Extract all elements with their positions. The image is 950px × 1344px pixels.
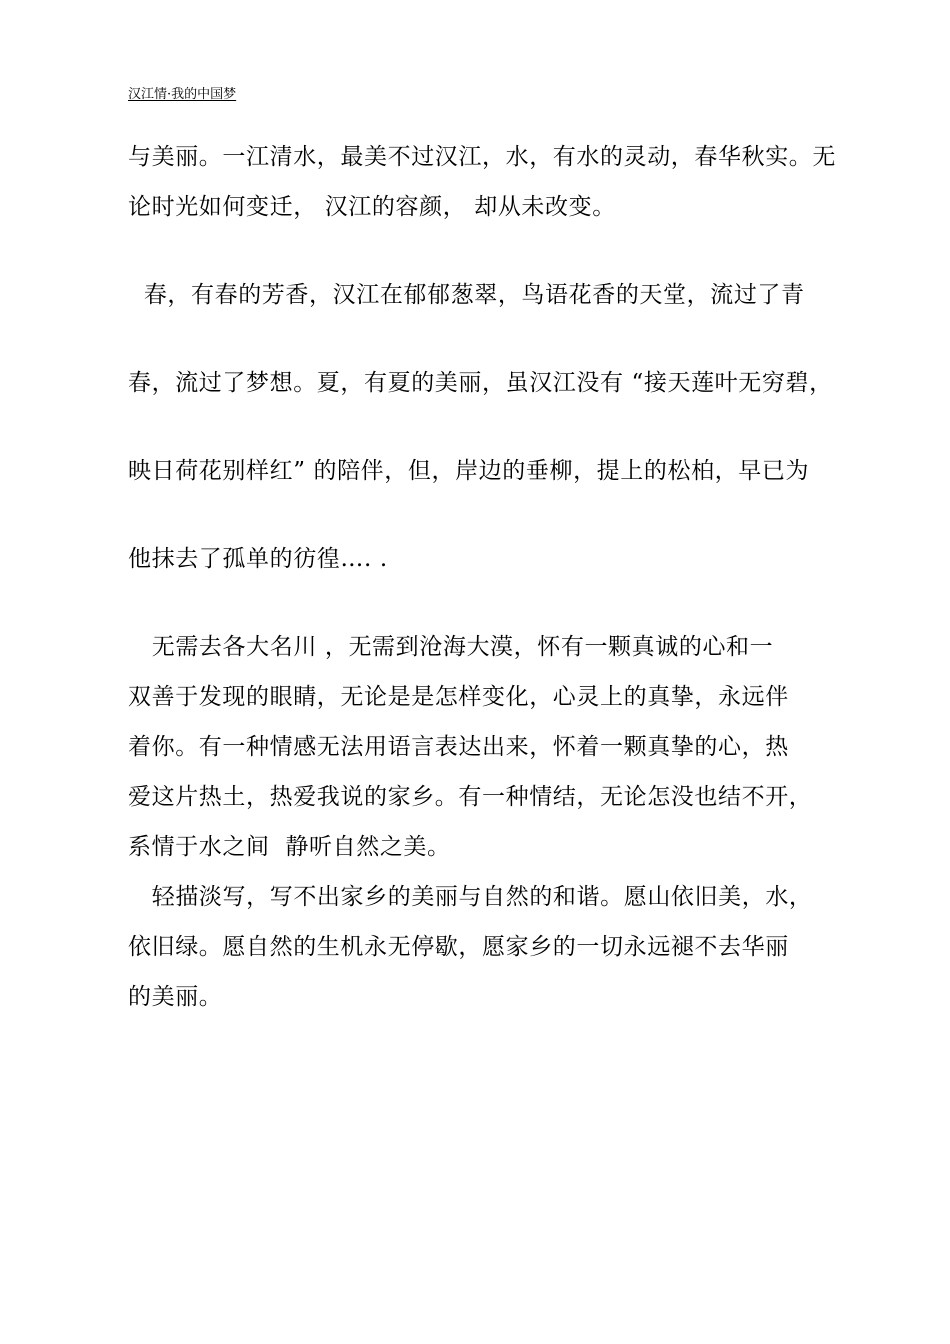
paragraph-4 [128,872,834,1022]
text-line: 春，有春的芳香，汉江在郁郁葱翠，鸟语花香的天堂，流过了青 [128,282,805,308]
text-line: 着你。有一种情感无法用语言表达出来，怀着一颗真挚的心，热 [128,734,789,760]
page-header: 汉江情·我的中国梦 [128,87,237,102]
paragraph-3 [128,622,834,872]
document-body [128,132,834,1022]
text-line: 双善于发现的眼睛，无论是是怎样变化，心灵上的真挚，永远伴 [128,684,789,710]
paragraph-1 [128,132,834,232]
paragraph-2 [128,232,834,622]
text-line: 无需去各大名川 ，无需到沧海大漠，怀有一颗真诚的心和一 [128,634,774,660]
text-line: 轻描淡写，写不出家乡的美丽与自然的和谐。愿山依旧美，水， [128,884,813,910]
text-line: 系情于水之间 静听自然之美。 [128,834,451,860]
text-line: 爱这片热土，热爱我说的家乡。有一种情结，无论怎没也结不开， [128,784,813,810]
text-line: 与美丽。一江清水，最美不过汉江，水，有水的灵动，春华秋实。无 [128,144,836,170]
text-line: 他抹去了孤单的彷徨…. . [128,546,388,572]
text-line: 的美丽。 [128,984,223,1010]
text-line: 春，流过了梦想。夏，有夏的美丽，虽汉江没有 “接天莲叶无穷碧， [128,370,833,396]
text-line: 论时光如何变迁， 汉江的容颜， 却从未改变。 [128,194,616,220]
text-line: 映日荷花别样红” 的陪伴，但，岸边的垂柳，提上的松柏，早已为 [128,458,810,484]
text-line: 依旧绿。愿自然的生机永无停歇，愿家乡的一切永远褪不去华丽 [128,934,789,960]
